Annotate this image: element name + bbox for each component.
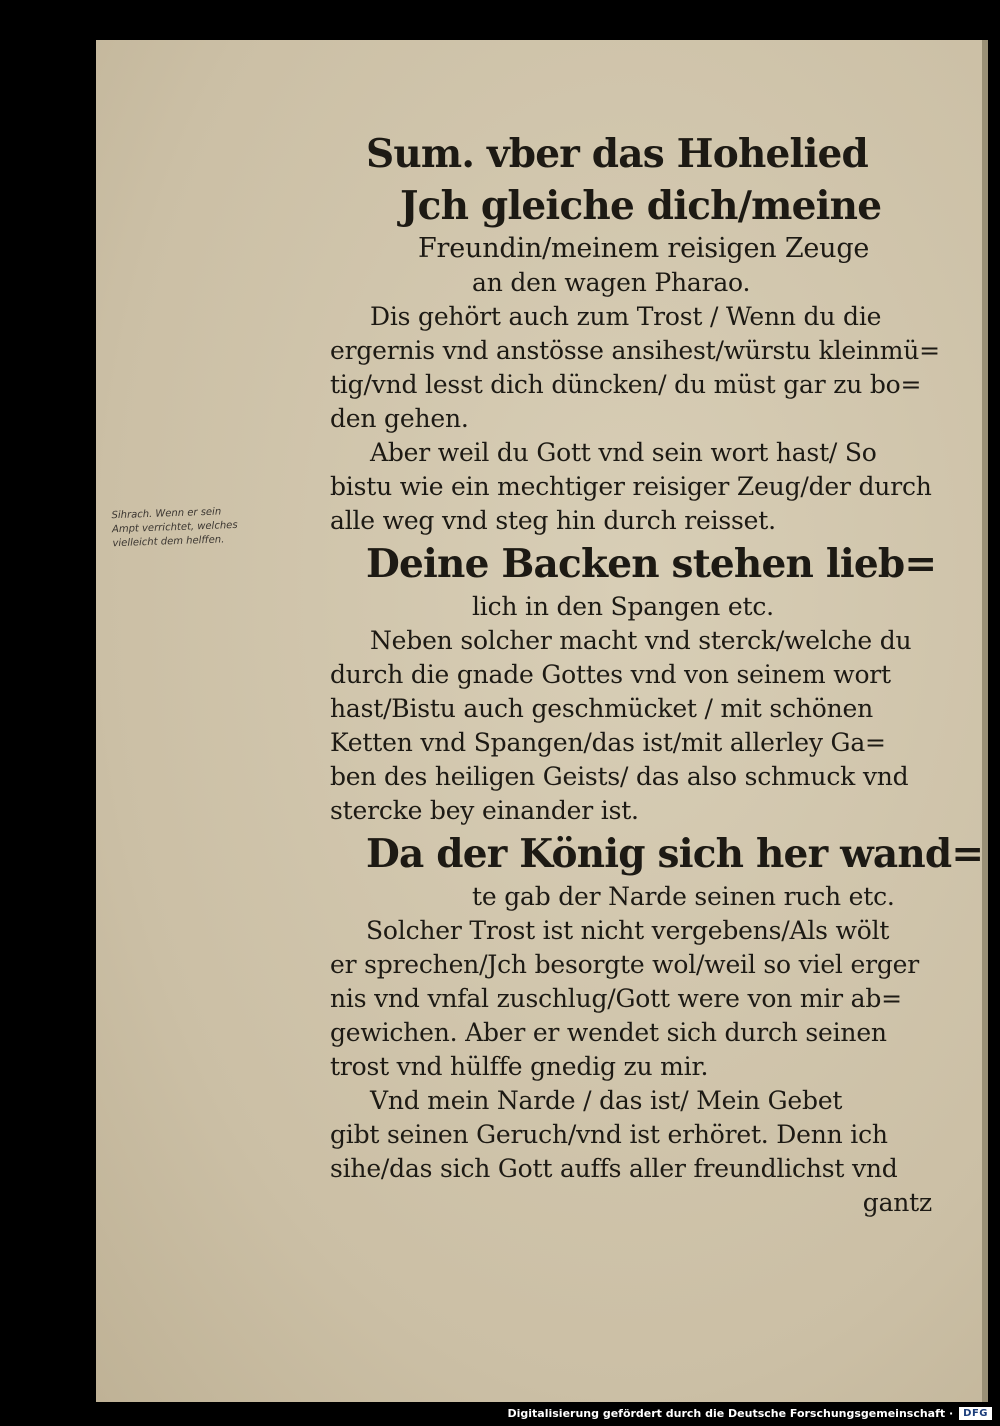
text-line: Dis gehört auch zum Trost / Wenn du die [370,302,882,331]
text-line: bistu wie ein mechtiger reisiger Zeug/der durch [330,472,932,501]
footer-credit [507,1404,992,1422]
text-line: Vnd mein Narde / das ist/ Mein Gebet [370,1086,843,1115]
text-line: den gehen. [330,404,469,433]
text-line: Solcher Trost ist nicht vergebens/Als wölt [366,916,890,945]
text-line: hast/Bistu auch geschmücket / mit schönen [330,694,873,723]
text-line: lich in den Spangen etc. [472,592,774,621]
footer-text: Digitalisierung gefördert durch die Deutsche Forschungsgemeinschaft · [507,1406,954,1420]
text-line: Aber weil du Gott vnd sein wort hast/ So [370,438,877,467]
handwritten-margin-note [111,503,298,551]
heading-line: Freundin/meinem reisigen Zeuge [418,233,870,264]
text-line: gewichen. Aber er wendet sich durch seinen [330,1018,887,1047]
margin-note-line: Ampt verrichtet, welches [111,519,238,536]
text-line: gibt seinen Geruch/vnd ist erhöret. Denn ich [330,1120,888,1149]
text-line: er sprechen/Jch besorgte wol/weil so viel erger [330,950,919,979]
text-line: te gab der Narde seinen ruch etc. [472,882,895,911]
margin-note-line: vielleicht dem helffen. [112,534,225,550]
heading-line: Da der König sich her wand= [366,831,984,877]
text-line: Ketten vnd Spangen/das ist/mit allerley Ga= [330,728,886,757]
margin-note-line: Sihrach. Wenn er sein [111,506,222,522]
text-line: ergernis vnd anstösse ansihest/würstu kleinmü= [330,336,940,365]
text-line: alle weg vnd steg hin durch reisset. [330,506,776,535]
text-line: sihe/das sich Gott auffs aller freundlichst vnd [330,1154,898,1183]
heading-line: Sum. vber das Hohelied [366,131,869,177]
text-line: stercke bey einander ist. [330,796,639,825]
text-line: an den wagen Pharao. [472,268,751,297]
heading-line: Jch gleiche dich/meine [400,183,882,229]
text-line: nis vnd vnfal zuschlug/Gott were von mir ab= [330,984,902,1013]
dfg-logo: DFG [959,1407,992,1420]
text-line: trost vnd hülffe gnedig zu mir. [330,1052,709,1081]
page-text-block [330,128,984,1220]
text-line: ben des heiligen Geists/ das also schmuck vnd [330,762,909,791]
heading-line: Deine Backen stehen lieb= [366,541,937,587]
text-line: durch die gnade Gottes vnd von seinem wort [330,660,891,689]
text-line: gantz [862,1188,932,1217]
text-line: tig/vnd lesst dich düncken/ du müst gar zu bo= [330,370,922,399]
text-line: Neben solcher macht vnd sterck/welche du [370,626,912,655]
